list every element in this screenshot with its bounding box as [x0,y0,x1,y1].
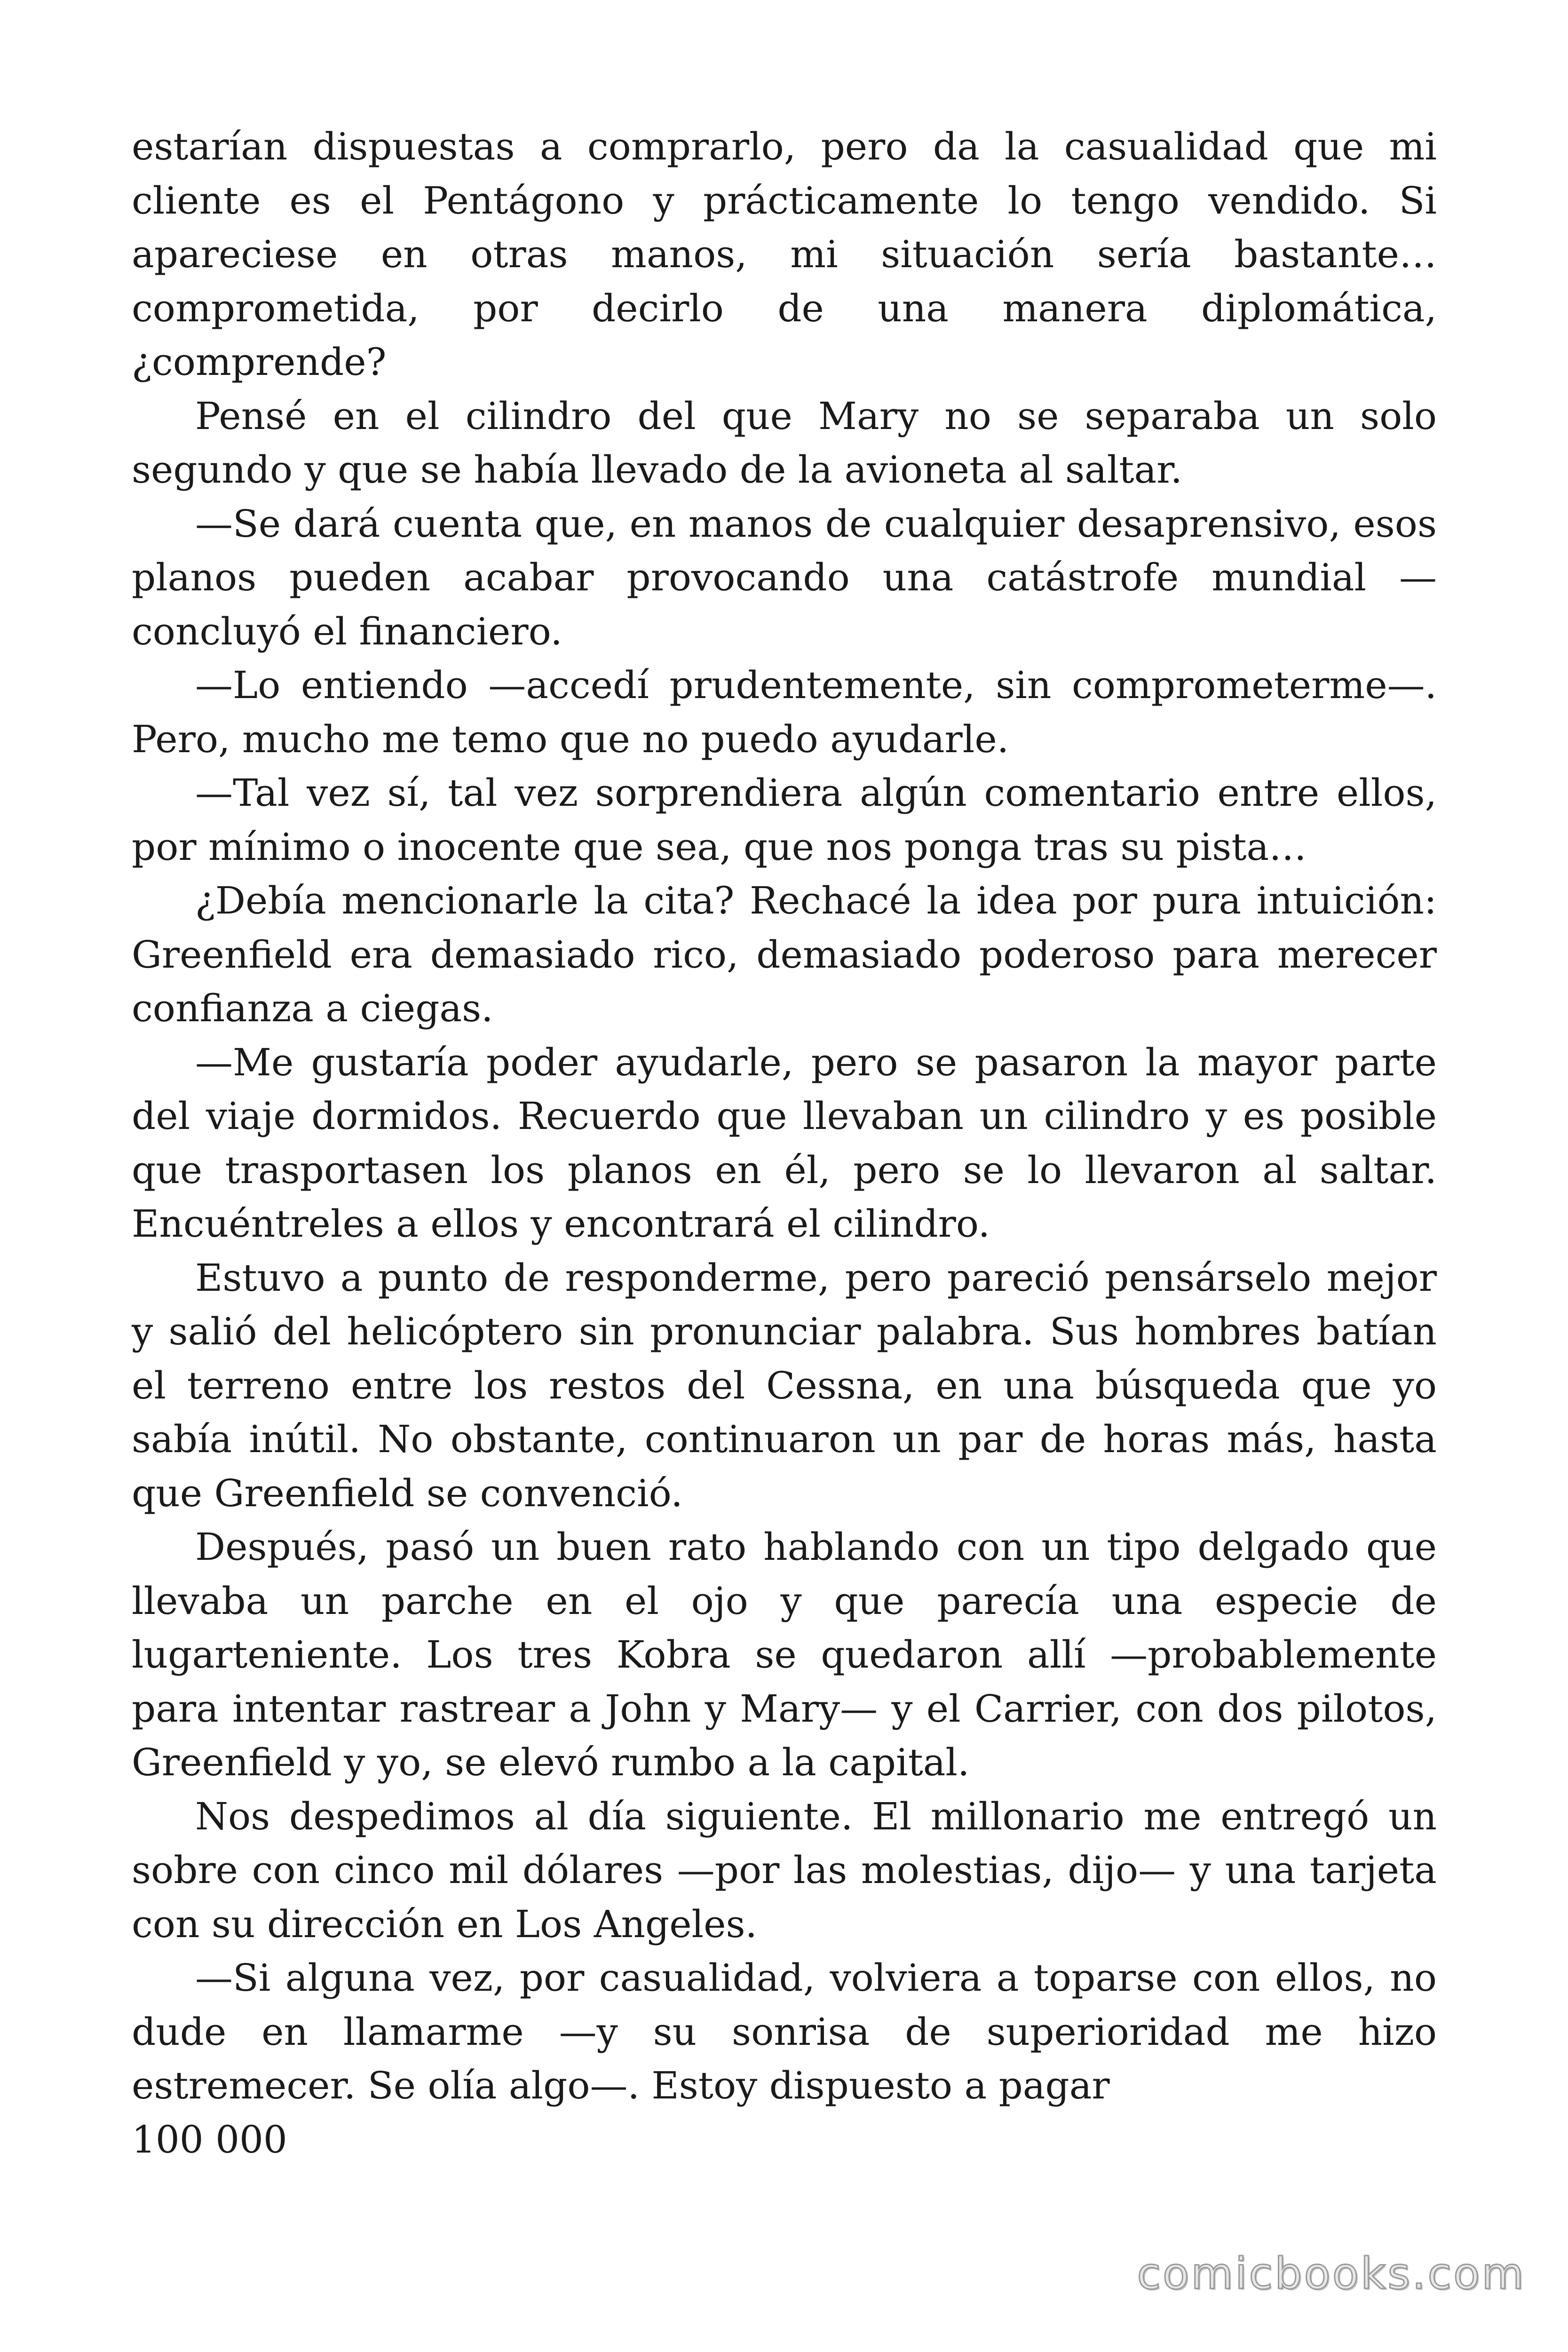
paragraph: estarían dispuestas a comprarlo, pero da la casualidad que mi cliente es el Pentágono y prácticamente lo tengo vendido. Si apareciese en otras manos, mi situación sería bastante… comprometida, por decirlo de una manera diplomática, ¿comprende? [132,125,1437,384]
paragraph: —Tal vez sí, tal vez sorprendiera algún comentario entre ellos, por mínimo o inocente que sea, que nos ponga tras su pista… [132,771,1437,869]
paragraph: —Lo entiendo —accedí prudentemente, sin comprometerme—. Pero, mucho me temo que no puedo ayudarle. [132,663,1437,761]
paragraph: Pensé en el cilindro del que Mary no se separaba un solo segundo y que se había llevado de la avioneta al saltar. [132,394,1437,492]
watermark: comicbooks.com [1137,2249,1526,2299]
paragraph: ¿Debía mencionarle la cita? Rechacé la idea por pura intuición: Greenfield era demasiado rico, demasiado poderoso para merecer confianza a ciegas. [132,879,1437,1030]
page-text [132,120,1437,2167]
paragraph: —Si alguna vez, por casualidad, volviera a toparse con ellos, no dude en llamarme —y su sonrisa de superioridad me hizo estremecer. Se olía algo—. Estoy dispuesto a pagar [132,1956,1437,2107]
paragraph-continuation: 100 000 [132,2117,287,2161]
paragraph: Estuvo a punto de responderme, pero pareció pensárselo mejor y salió del helicóptero sin pronunciar palabra. Sus hombres batían el terreno entre los restos del Cessna, en una búsqueda que yo sabía inútil. No obstante, continuaron un par de horas más, hasta que Greenfield se convenció. [132,1255,1437,1515]
paragraph: Nos despedimos al día siguiente. El millonario me entregó un sobre con cinco mil dólares —por las molestias, dijo— y una tarjeta con su dirección en Los Angeles. [132,1794,1437,1946]
paragraph: —Se dará cuenta que, en manos de cualquier desaprensivo, esos planos pueden acabar provocando una catástrofe mundial —concluyó el financiero. [132,501,1437,653]
paragraph: —Me gustaría poder ayudarle, pero se pasaron la mayor parte del viaje dormidos. Recuerdo que llevaban un cilindro y es posible que trasportasen los planos en él, pero se lo llevaron al saltar. Encuéntreles a ellos y encontrará el cilindro. [132,1040,1437,1246]
paragraph: Después, pasó un buen rato hablando con un tipo delgado que llevaba un parche en el ojo y que parecía una especie de lugarteniente. Los tres Kobra se quedaron allí —probablemente para intentar rastrear a John y Mary— y el Carrier, con dos pilotos, Greenfield y yo, se elevó rumbo a la capital. [132,1525,1437,1784]
